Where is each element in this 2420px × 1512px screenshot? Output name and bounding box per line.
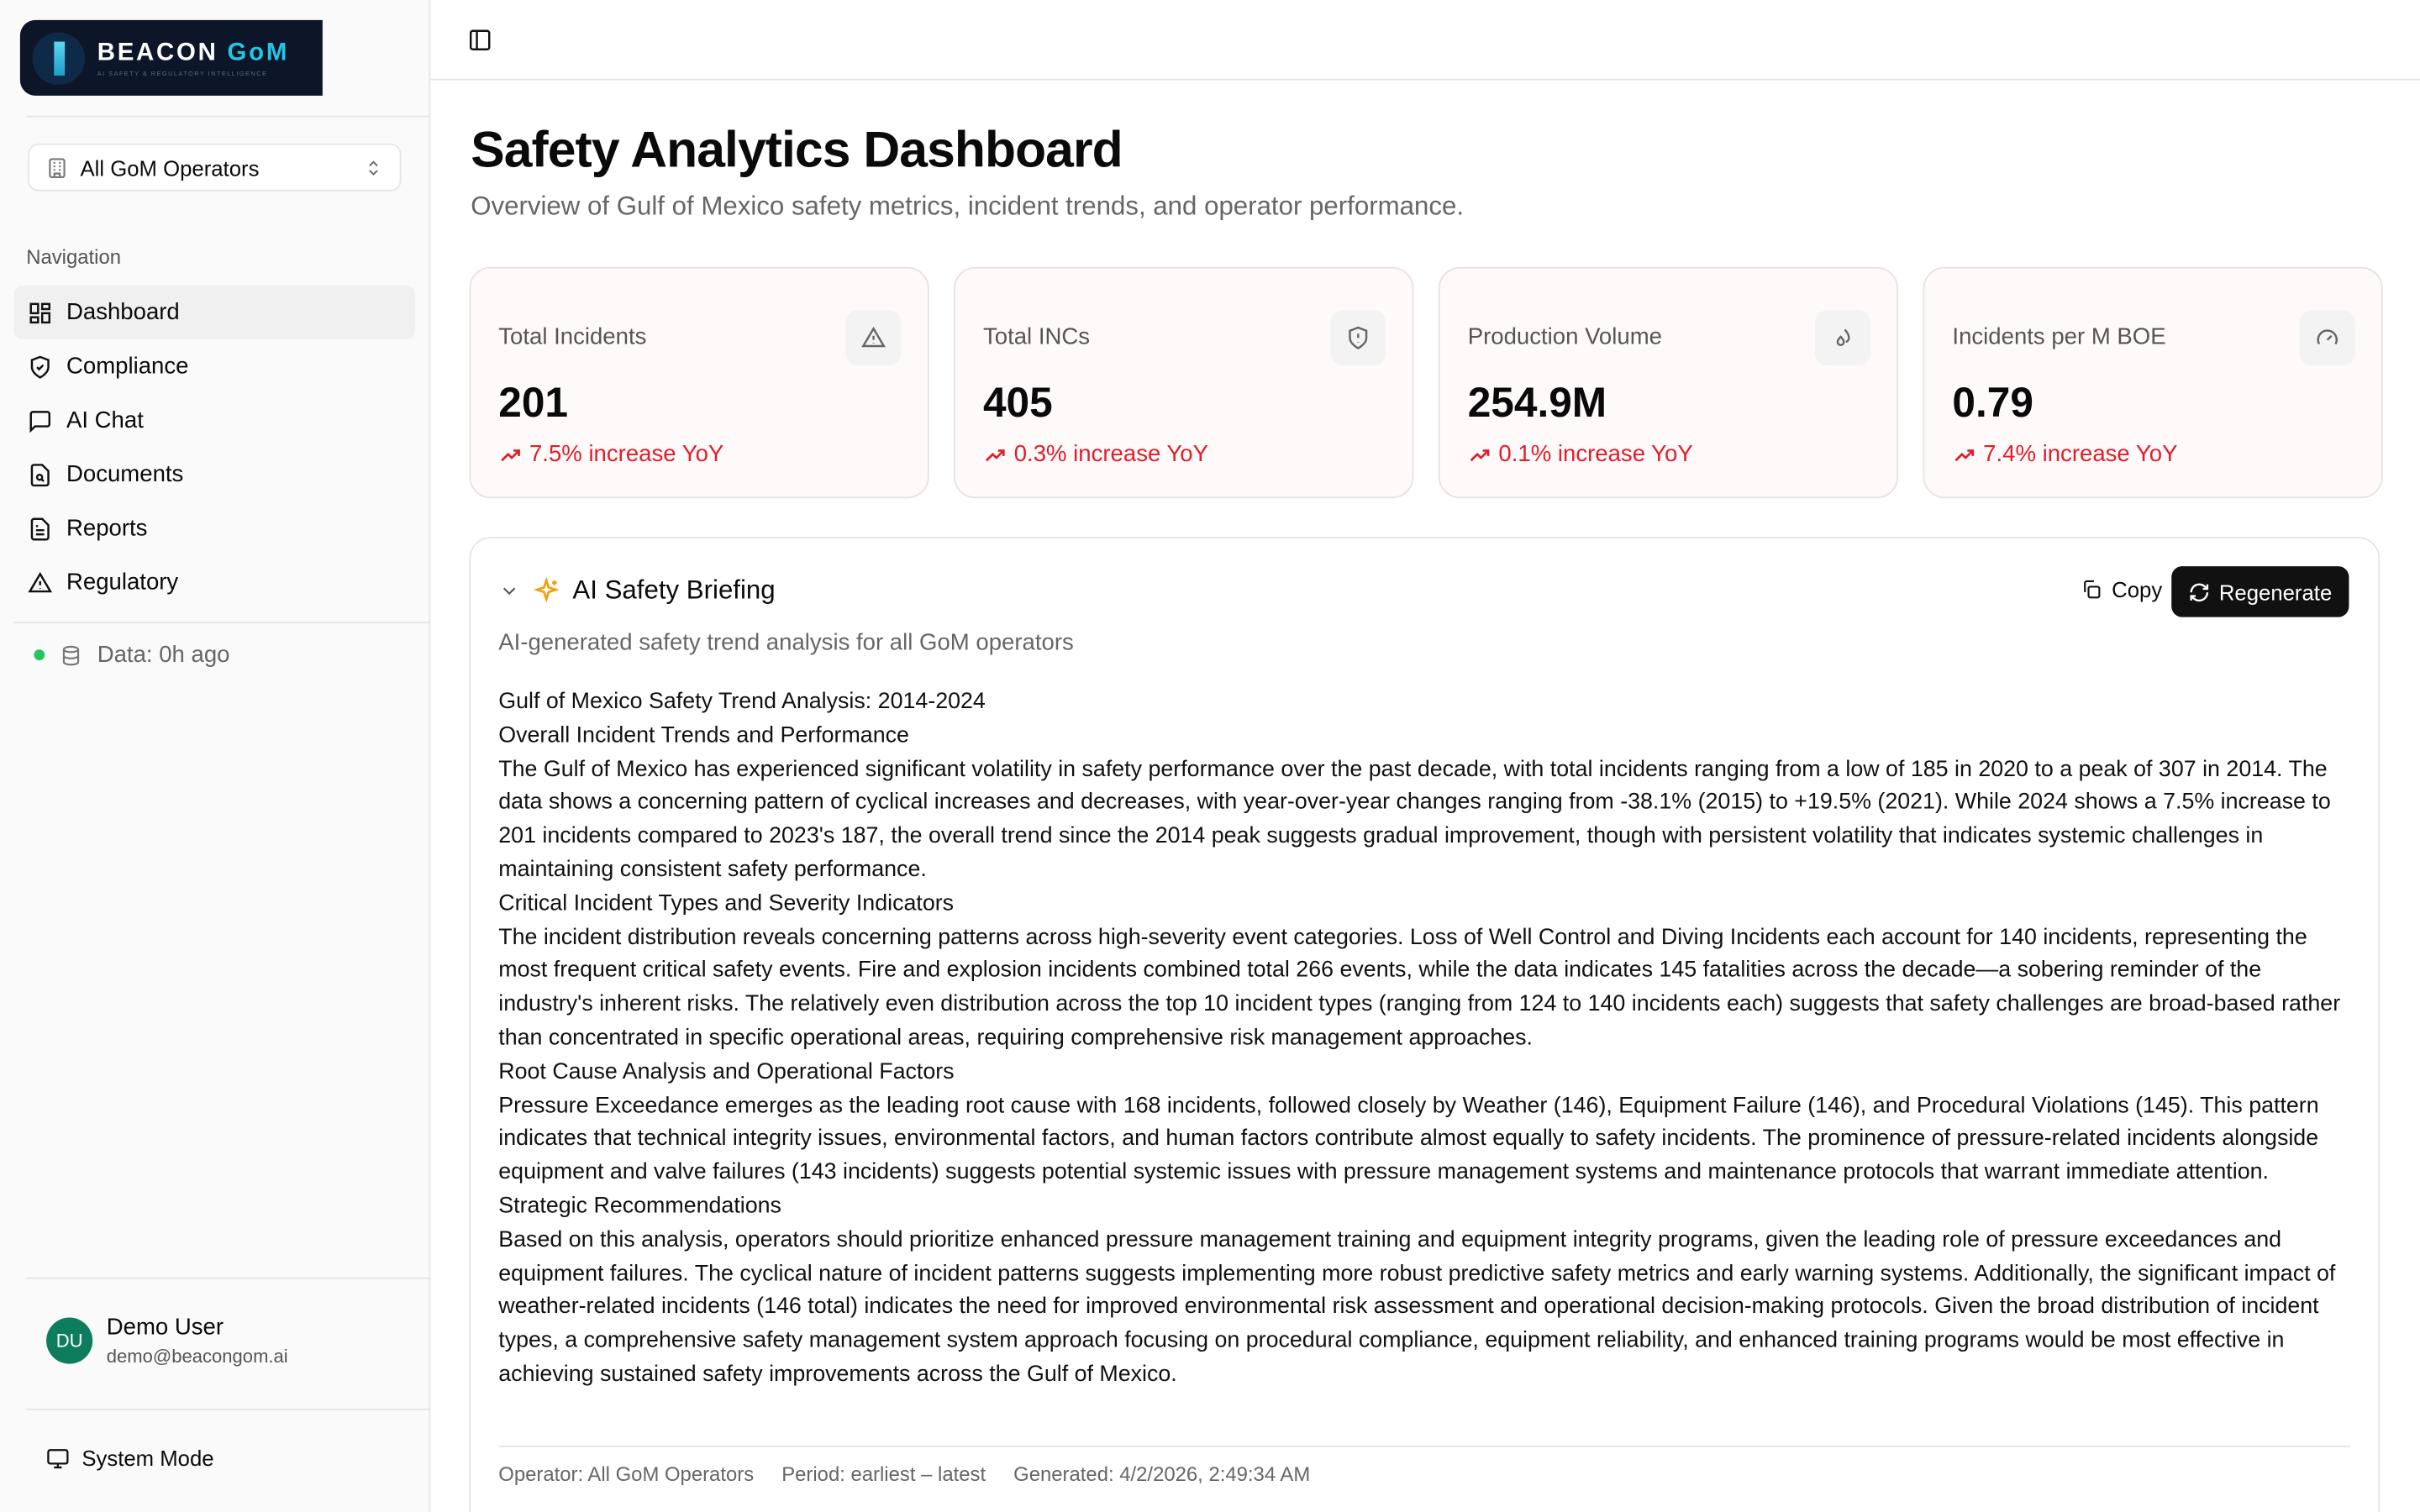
- metric-card-incidents-per-boe: [1923, 267, 2383, 499]
- briefing-subtitle: AI-generated safety trend analysis for all GoM operators: [498, 629, 1074, 656]
- divider: [26, 116, 429, 118]
- sidebar-item-ai-chat[interactable]: [14, 393, 416, 447]
- operator-select[interactable]: [28, 144, 401, 192]
- chevron-down-icon[interactable]: [498, 580, 520, 602]
- trending-up-icon: [983, 444, 1007, 465]
- metric-label: Incidents per M BOE: [1952, 323, 2166, 350]
- metric-label: Production Volume: [1467, 323, 1662, 350]
- lighthouse-icon: [33, 32, 85, 84]
- data-status: [34, 642, 229, 668]
- nav-heading: Navigation: [26, 245, 122, 269]
- user-profile[interactable]: [46, 1315, 288, 1367]
- data-status-text: Data: 0h ago: [97, 642, 230, 669]
- footer-period: Period: earliest – latest: [781, 1462, 986, 1486]
- metric-card-total-incs: [954, 267, 1413, 499]
- metric-trend: [1468, 441, 1693, 467]
- briefing-title: AI Safety Briefing: [572, 575, 776, 605]
- refresh-icon: [2188, 581, 2210, 603]
- metric-cards: [469, 267, 2383, 499]
- metric-trend: [498, 441, 723, 467]
- copy-label: Copy: [2112, 576, 2163, 602]
- sidebar: [0, 0, 430, 1512]
- droplets-icon: [1815, 310, 1870, 365]
- system-mode-toggle[interactable]: [46, 1446, 213, 1470]
- sidebar-item-compliance[interactable]: [14, 339, 416, 393]
- briefing-header[interactable]: [498, 575, 775, 606]
- shield-check-icon: [28, 354, 52, 379]
- sidebar-item-regulatory[interactable]: [14, 555, 416, 609]
- metric-label: Total INCs: [982, 323, 1091, 350]
- regenerate-button[interactable]: [2171, 566, 2349, 617]
- metric-trend-text: 7.5% increase YoY: [529, 441, 724, 468]
- footer-operator: Operator: All GoM Operators: [498, 1462, 755, 1486]
- brand-name: BEACON: [97, 39, 218, 66]
- metric-trend: [1952, 441, 2177, 467]
- sidebar-item-label: Reports: [66, 515, 148, 542]
- brand-name-accent: GoM: [227, 39, 290, 66]
- briefing-heading: Overall Incident Trends and Performance: [498, 723, 909, 748]
- chevrons-up-down-icon: [364, 156, 382, 178]
- sidebar-item-label: Dashboard: [66, 299, 180, 326]
- metric-value: 201: [498, 379, 569, 426]
- divider: [26, 1278, 429, 1279]
- footer-generated: Generated: 4/2/2026, 2:49:34 AM: [1013, 1462, 1311, 1486]
- briefing-body: [498, 686, 2350, 1393]
- metric-label: Total Incidents: [498, 323, 647, 350]
- sidebar-item-dashboard[interactable]: [14, 286, 416, 339]
- metric-trend-text: 0.3% increase YoY: [1013, 441, 1209, 468]
- briefing-paragraph: Based on this analysis, operators should prioritize enhanced pressure management training and equipment integrity programs, given the leading role of pressure exceedances and equipment failures. The cyclical nature of incident patterns suggests implementing more robust predictive safety metrics and early warning systems. Additionally, the significant impact of weather-related incidents (146 total) indicates the need for improved environmental risk assessment and operational decision-making protocols. Given the broad distribution of incident types, a comprehensive safety management system approach focusing on procedural compliance, equipment reliability, and enhanced training programs would be most effective in achieving sustained safety improvements across the Gulf of Mexico.: [498, 1227, 2336, 1388]
- copy-icon: [2081, 579, 2102, 601]
- sidebar-item-reports[interactable]: [14, 501, 416, 555]
- sparkles-icon: [533, 577, 560, 605]
- user-email: demo@beacongom.ai: [106, 1345, 288, 1368]
- metric-value: 254.9M: [1467, 379, 1607, 426]
- sidebar-item-label: Compliance: [66, 353, 189, 380]
- system-mode-label: System Mode: [82, 1445, 214, 1471]
- metric-value: 405: [982, 379, 1053, 426]
- main-content: [430, 0, 2420, 1512]
- sidebar-toggle-icon[interactable]: [468, 27, 492, 51]
- metric-trend: [983, 441, 1208, 467]
- metric-trend-text: 0.1% increase YoY: [1498, 441, 1693, 468]
- brand-logo[interactable]: [20, 20, 323, 96]
- page-title: Safety Analytics Dashboard: [471, 120, 1123, 178]
- database-icon: [60, 644, 82, 666]
- metric-card-total-incidents: [469, 267, 929, 499]
- briefing-paragraph: Pressure Exceedance emerges as the leading root cause with 168 incidents, followed closely by Weather (146), Equipment Failure (146), and Procedural Violations (145). This pattern indicates that technical integrity issues, environmental factors, and human factors contribute almost equally to safety incidents. The prominence of pressure-related incidents alongside equipment and valve failures (143 incidents) suggests potential systemic issues with pressure management systems and maintenance protocols that warrant immediate attention.: [498, 1093, 2319, 1185]
- page-subtitle: Overview of Gulf of Mexico safety metrics, incident trends, and operator performance.: [471, 191, 1465, 221]
- briefing-heading: Critical Incident Types and Severity Indicators: [498, 891, 955, 916]
- message-icon: [28, 408, 52, 433]
- sidebar-item-documents[interactable]: [14, 448, 416, 501]
- metric-value: 0.79: [1952, 379, 2033, 426]
- sidebar-item-label: Documents: [66, 461, 184, 488]
- avatar: DU: [46, 1318, 92, 1364]
- briefing-footer: [498, 1446, 2350, 1486]
- briefing-heading: Gulf of Mexico Safety Trend Analysis: 2014-2024: [498, 690, 986, 715]
- copy-button[interactable]: [2081, 577, 2162, 601]
- sidebar-item-label: AI Chat: [66, 407, 144, 434]
- status-dot: [34, 649, 45, 660]
- monitor-icon: [46, 1446, 70, 1470]
- dashboard-icon: [28, 300, 52, 324]
- shield-alert-icon: [1330, 310, 1386, 365]
- briefing-heading: Strategic Recommendations: [498, 1194, 781, 1219]
- briefing-paragraph: The Gulf of Mexico has experienced significant volatility in safety performance over the past decade, with total incidents ranging from a low of 185 in 2020 to a peak of 307 in 2014. The data shows a concerning pattern of cyclical increases and decreases, with year-over-year changes ranging from -38.1% (2015) to +19.5% (2021). While 2024 shows a 7.5% increase to 201 incidents compared to 2023's 187, the overall trend since the 2014 peak suggests gradual improvement, though with persistent volatility that indicates systemic challenges in maintaining consistent safety performance.: [498, 757, 2331, 883]
- document-search-icon: [28, 462, 52, 486]
- briefing-heading: Root Cause Analysis and Operational Factors: [498, 1059, 955, 1084]
- divider: [14, 622, 429, 623]
- warning-icon: [28, 570, 52, 595]
- sidebar-item-label: Regulatory: [66, 569, 179, 596]
- gauge-icon: [2300, 310, 2355, 365]
- divider: [26, 1409, 429, 1410]
- regenerate-label: Regenerate: [2218, 579, 2333, 605]
- metric-trend-text: 7.4% increase YoY: [1983, 441, 2178, 468]
- building-icon: [46, 156, 68, 178]
- trending-up-icon: [1952, 444, 1976, 465]
- ai-safety-briefing: [469, 537, 2380, 1512]
- sidebar-nav: [14, 286, 416, 610]
- trending-up-icon: [498, 444, 523, 465]
- trending-up-icon: [1468, 444, 1492, 465]
- user-name: Demo User: [106, 1314, 224, 1341]
- file-text-icon: [28, 516, 52, 540]
- operator-select-value: All GoM Operators: [80, 155, 260, 180]
- brand-tagline: AI SAFETY & REGULATORY INTELLIGENCE: [97, 68, 268, 76]
- briefing-paragraph: The incident distribution reveals concerning patterns across high-severity event categories. Loss of Well Control and Diving Incidents each account for 140 incidents, representing the most frequent critical safety events. Fire and explosion incidents combined total 266 events, while the data indicates 145 fatalities across the decade—a sobering reminder of the industry's inherent risks. The relatively even distribution across the top 10 incident types (ranging from 124 to 140 incidents each) suggests that safety challenges are broad-based rather than concentrated in specific operational areas, requiring comprehensive risk management approaches.: [498, 925, 2341, 1051]
- metric-card-production-volume: [1439, 267, 1898, 499]
- warning-icon: [846, 310, 902, 365]
- top-bar: [430, 0, 2420, 81]
